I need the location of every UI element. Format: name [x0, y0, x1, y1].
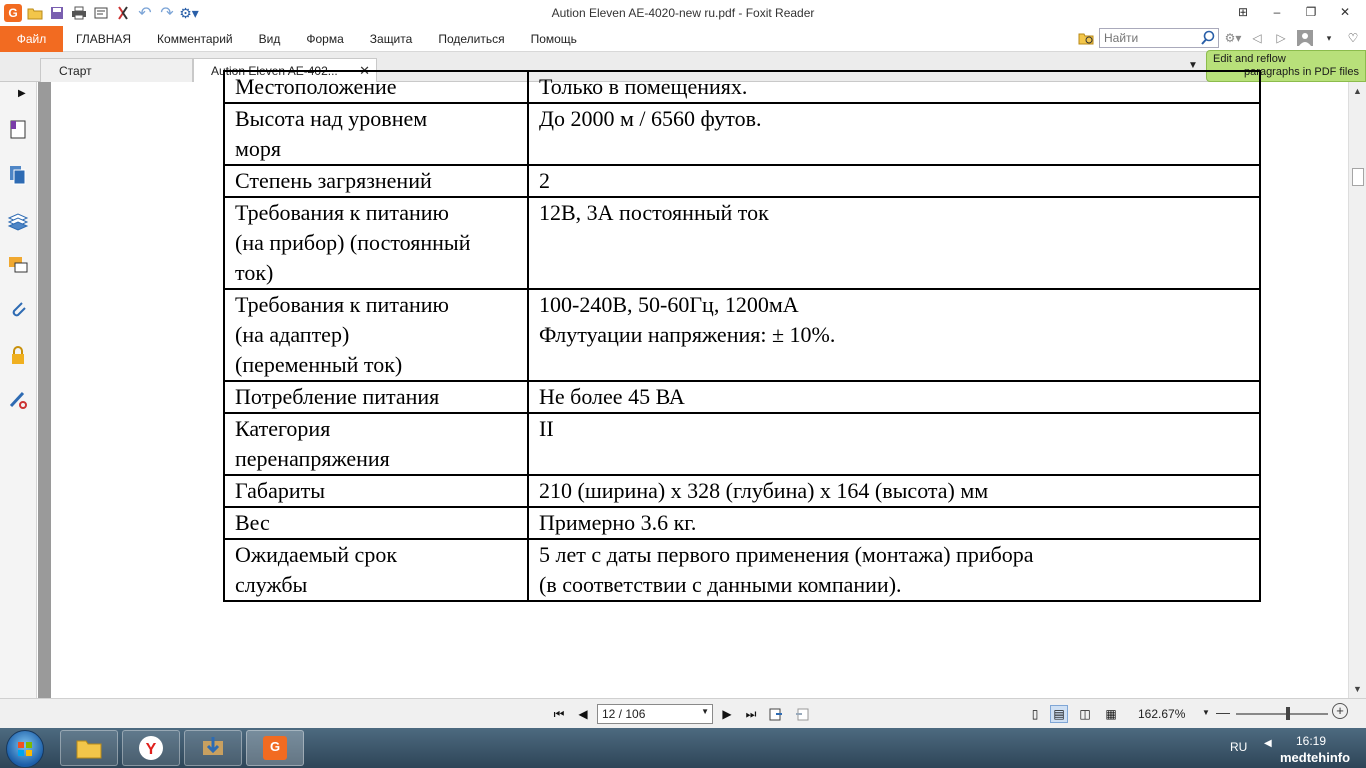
download-manager-taskbar-icon[interactable] — [184, 730, 242, 766]
next-view-page-icon[interactable] — [793, 705, 811, 723]
layers-icon[interactable] — [7, 210, 29, 232]
spec-value: 12В, 3А постоянный ток — [528, 197, 1260, 289]
title-bar — [0, 0, 1366, 26]
next-page-icon[interactable]: ▶ — [722, 707, 732, 721]
zoom-slider-track[interactable] — [1236, 713, 1328, 715]
menu-share[interactable]: Поделиться — [438, 32, 505, 46]
account-dropdown-icon[interactable]: ▾ — [1326, 32, 1332, 43]
spec-label: Степень загрязнений — [224, 165, 528, 197]
spec-value: Не более 45 ВА — [528, 381, 1260, 413]
spec-label: Потребление питания — [224, 381, 528, 413]
taskbar — [0, 728, 1366, 768]
close-button[interactable]: ✕ — [1339, 5, 1351, 19]
clock[interactable]: 16:19 — [1296, 734, 1327, 748]
vertical-scrollbar[interactable] — [1348, 82, 1366, 698]
scroll-down-arrow-icon[interactable]: ▼ — [1353, 684, 1362, 694]
ribbon-menu — [0, 26, 1366, 52]
menu-help[interactable]: Помощь — [530, 32, 577, 46]
previous-view-page-icon[interactable] — [767, 705, 785, 723]
panel-expand-icon[interactable]: ▶ — [18, 88, 26, 99]
tab-document-label: Aution Eleven AE-402... — [211, 63, 338, 78]
spec-label: Габариты — [224, 475, 528, 507]
zoom-dropdown-icon[interactable]: ▼ — [1202, 708, 1210, 717]
spec-value: 5 лет с даты первого применения (монтажа) прибора (в соответствии с данными компании). — [528, 539, 1260, 601]
svg-text:G: G — [269, 739, 281, 754]
watermark: medtehinfo — [1280, 750, 1351, 765]
ribbon-collapse-icon[interactable]: ♡ — [1347, 31, 1359, 45]
signature-icon[interactable] — [7, 388, 29, 410]
ribbon-tabs — [63, 26, 590, 52]
pages-thumbnail-icon[interactable] — [7, 164, 29, 186]
search-box — [1099, 28, 1219, 48]
spec-label: Ожидаемый срок службы — [224, 539, 528, 601]
page-dropdown-icon[interactable]: ▼ — [701, 707, 709, 716]
previous-page-icon[interactable]: ◀ — [578, 707, 588, 721]
spec-value: Примерно 3.6 кг. — [528, 507, 1260, 539]
spec-label: Вес — [224, 507, 528, 539]
spec-value: 2 — [528, 165, 1260, 197]
zoom-slider-thumb[interactable] — [1286, 707, 1290, 720]
spec-label: Категория перенапряжения — [224, 413, 528, 475]
bookmark-icon[interactable] — [7, 118, 29, 140]
continuous-facing-view-icon[interactable]: ▦ — [1105, 707, 1117, 721]
spec-label: Местоположение — [224, 71, 528, 103]
table-row — [224, 71, 1260, 103]
start-button[interactable] — [6, 730, 44, 768]
tab-close-icon[interactable]: ✕ — [359, 63, 370, 78]
spec-label: Требования к питанию (на прибор) (постоянный ток) — [224, 197, 528, 289]
promo-line-2: paragraphs in PDF files — [1244, 66, 1359, 78]
search-folder-icon[interactable] — [1078, 31, 1094, 48]
spec-value: Только в помещениях. — [528, 71, 1260, 103]
document-viewport[interactable] — [38, 74, 1348, 698]
next-view-icon[interactable]: ▷ — [1276, 31, 1286, 45]
table-row — [224, 289, 1260, 381]
table-row — [224, 507, 1260, 539]
undo-icon[interactable]: ↶ — [138, 5, 152, 22]
spec-value: II — [528, 413, 1260, 475]
menu-form[interactable]: Форма — [306, 32, 344, 46]
table-row — [224, 413, 1260, 475]
table-row — [224, 381, 1260, 413]
table-row — [224, 165, 1260, 197]
last-page-icon[interactable]: ⏭ — [745, 706, 757, 721]
window-controls — [1226, 2, 1362, 22]
attachment-icon[interactable] — [7, 298, 29, 320]
ribbon-right-tools — [1224, 29, 1362, 47]
pdf-page — [51, 74, 1348, 698]
zoom-level[interactable]: 162.67% — [1138, 707, 1186, 721]
redo-icon[interactable]: ↷ — [160, 5, 174, 22]
menu-home[interactable]: ГЛАВНАЯ — [76, 32, 132, 46]
menu-comment[interactable]: Комментарий — [157, 32, 233, 46]
window-title: Aution Eleven AE-4020-new ru.pdf - Foxit Reader — [551, 6, 815, 20]
table-row — [224, 539, 1260, 601]
scrollbar-thumb[interactable] — [1352, 168, 1364, 186]
tab-list-dropdown-icon[interactable]: ▼ — [1188, 60, 1198, 71]
continuous-view-icon[interactable]: ▤ — [1050, 705, 1068, 723]
customize-gear-icon[interactable]: ⚙▾ — [179, 4, 199, 21]
page-number-text: 12 / 106 — [602, 707, 646, 721]
menu-view[interactable]: Вид — [258, 32, 281, 46]
tab-start[interactable] — [40, 58, 193, 82]
explorer-taskbar-icon[interactable] — [60, 730, 118, 766]
yandex-browser-taskbar-icon[interactable] — [122, 730, 180, 766]
table-row — [224, 197, 1260, 289]
promo-line-1: Edit and reflow — [1213, 53, 1286, 65]
spec-value: До 2000 м / 6560 футов. — [528, 103, 1260, 165]
restore-ribbon-icon[interactable]: ⊞ — [1237, 5, 1249, 19]
table-row — [224, 103, 1260, 165]
spec-label: Высота над уровнем моря — [224, 103, 528, 165]
zoom-out-icon[interactable]: — — [1216, 704, 1230, 720]
table-row — [224, 475, 1260, 507]
zoom-in-icon[interactable]: + — [1332, 703, 1348, 719]
menu-protect[interactable]: Защита — [369, 32, 413, 46]
comments-icon[interactable] — [7, 254, 29, 276]
search-icon[interactable] — [1200, 30, 1216, 46]
scroll-up-arrow-icon[interactable]: ▲ — [1353, 86, 1362, 96]
single-page-view-icon[interactable]: ▯ — [1031, 707, 1039, 721]
specifications-table — [223, 70, 1261, 602]
foxit-reader-taskbar-icon[interactable] — [246, 730, 304, 766]
tab-start-label: Старт — [59, 63, 92, 78]
settings-gear-icon[interactable]: ⚙▾ — [1224, 31, 1242, 45]
maximize-button[interactable]: ❐ — [1305, 5, 1317, 19]
status-bar — [0, 698, 1366, 728]
spec-value: 100-240В, 50-60Гц, 1200мА Флутуации напряжения: ± 10%. — [528, 289, 1260, 381]
spec-label: Требования к питанию (на адаптер) (переменный ток) — [224, 289, 528, 381]
foxit-logo-icon[interactable]: G — [4, 4, 22, 22]
security-lock-icon[interactable] — [7, 344, 29, 366]
user-account-icon[interactable] — [1296, 29, 1314, 47]
spec-value: 210 (ширина) x 328 (глубина) x 164 (высота) мм — [528, 475, 1260, 507]
svg-text:Y: Y — [145, 741, 157, 758]
minimize-button[interactable]: – — [1273, 5, 1281, 19]
keyboard-language[interactable]: RU — [1230, 740, 1248, 754]
facing-view-icon[interactable]: ◫ — [1079, 707, 1091, 721]
first-page-icon[interactable]: ⏮ — [553, 706, 565, 721]
file-menu-button[interactable]: Файл — [0, 26, 63, 52]
search-input[interactable] — [1100, 30, 1198, 46]
page-number-field[interactable] — [597, 704, 713, 724]
previous-view-icon[interactable]: ◁ — [1252, 31, 1262, 45]
navigation-panel — [0, 82, 37, 698]
tray-expand-icon[interactable]: ◀ — [1264, 738, 1272, 749]
